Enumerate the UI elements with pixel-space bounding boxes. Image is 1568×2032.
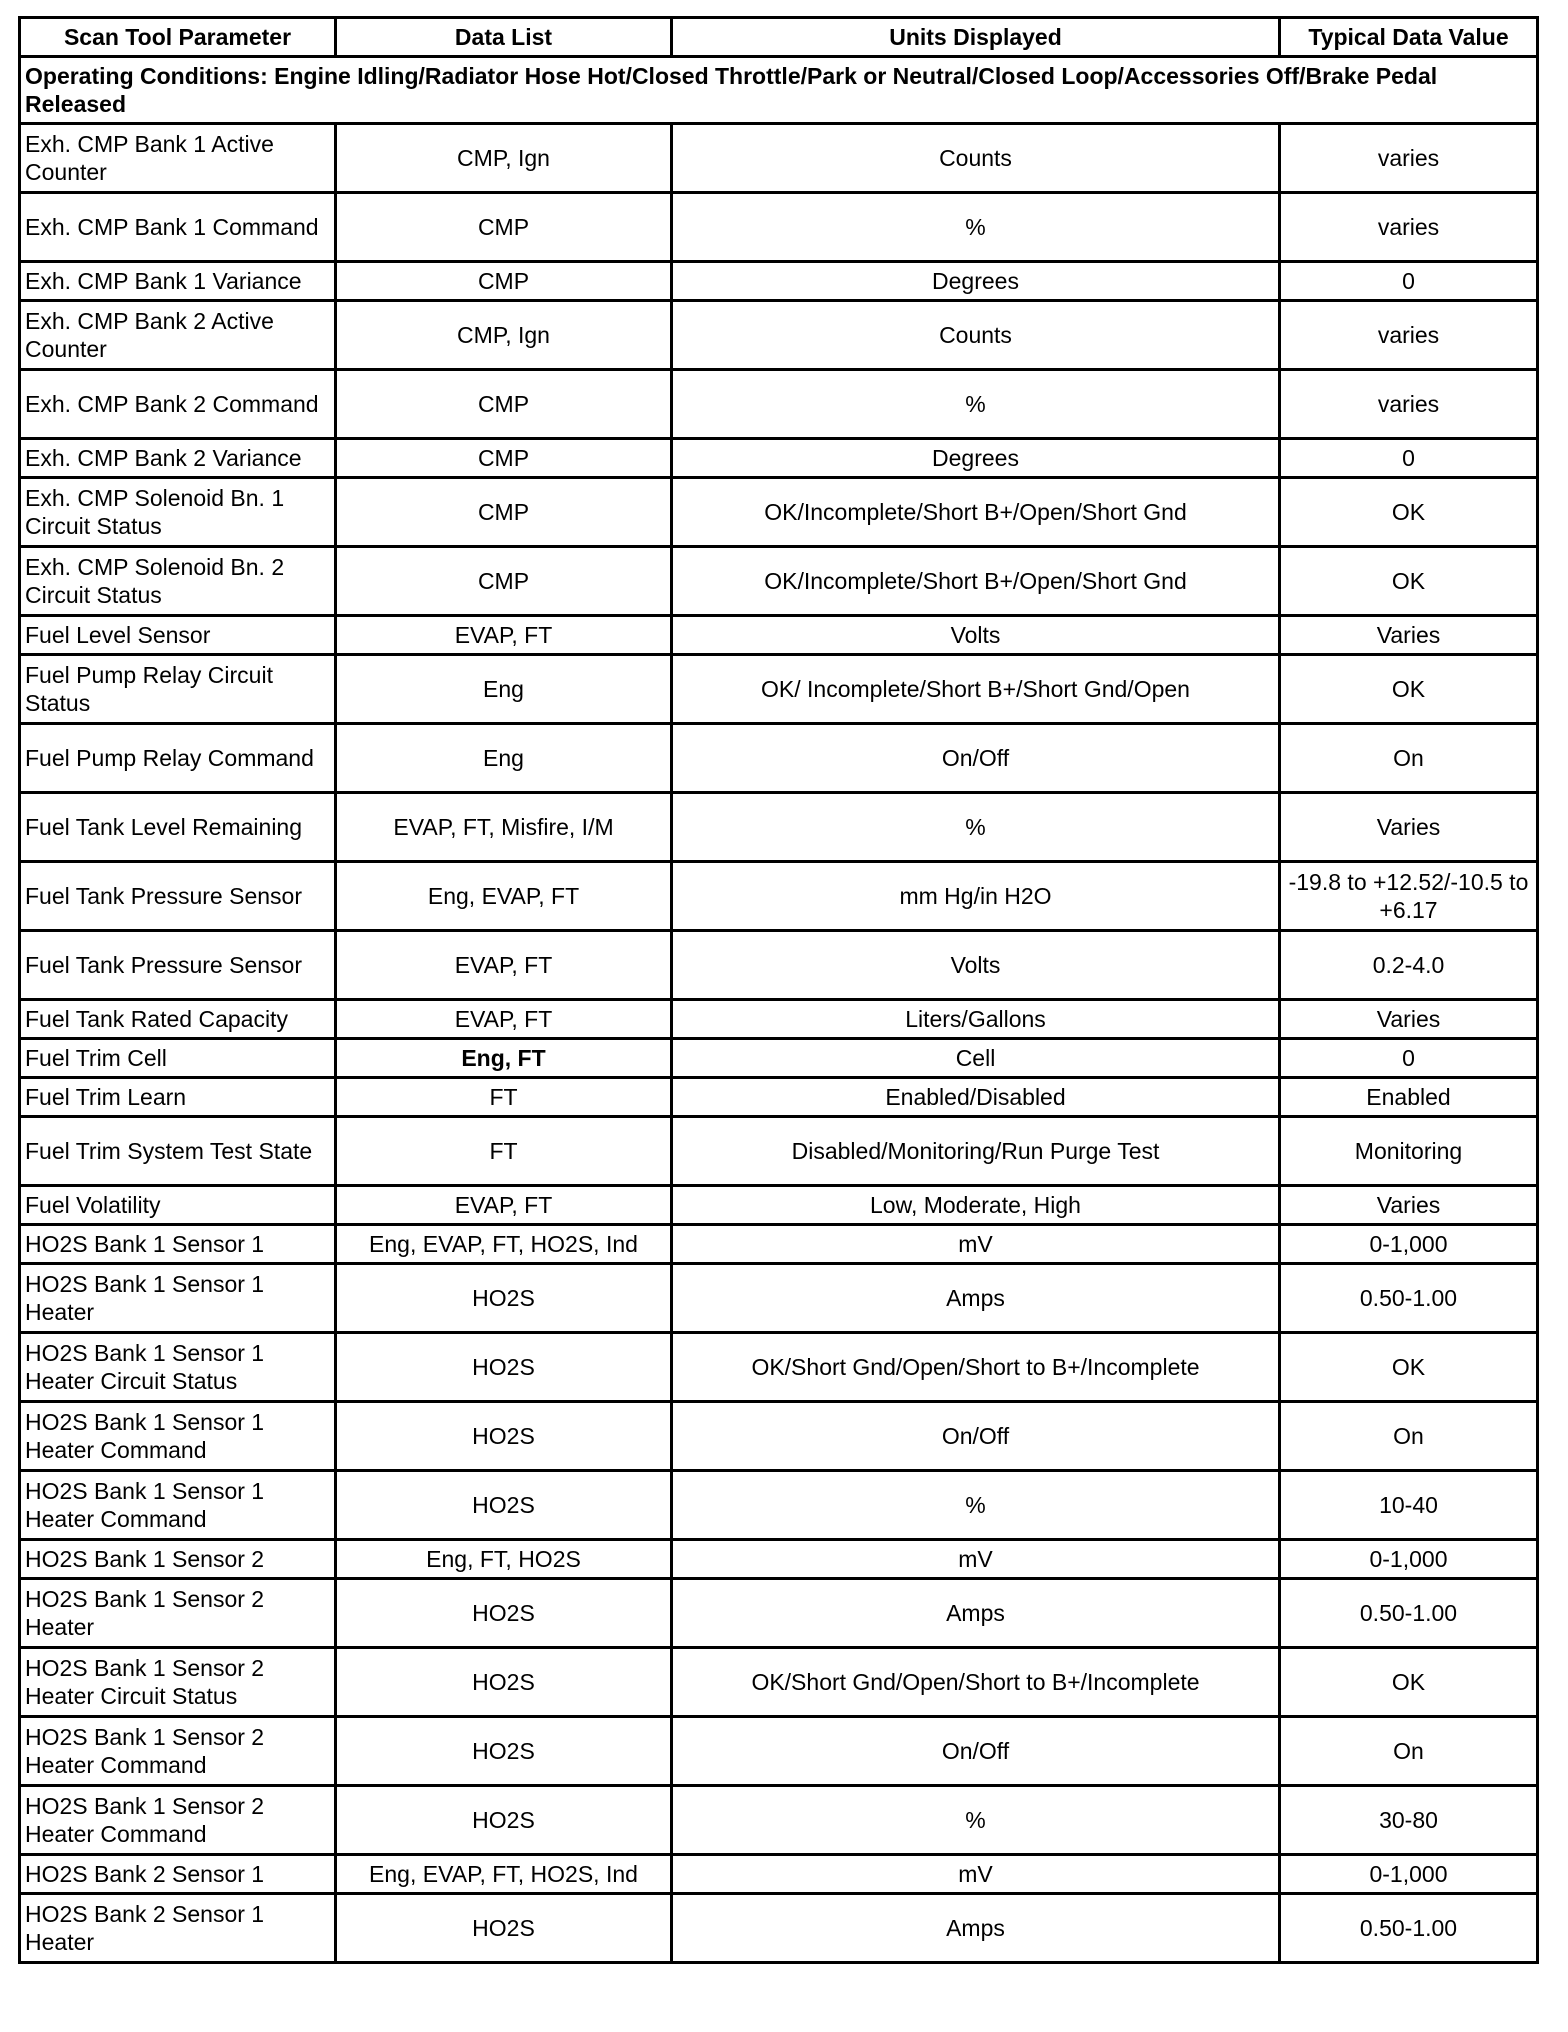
data-list-cell: Eng, EVAP, FT, HO2S, Ind — [336, 1855, 672, 1894]
param-cell: Exh. CMP Bank 1 Variance — [20, 262, 336, 301]
data-list-cell: CMP, Ign — [336, 124, 672, 193]
units-cell: Degrees — [672, 262, 1280, 301]
param-cell: Fuel Level Sensor — [20, 616, 336, 655]
table-row — [20, 124, 1538, 193]
param-cell: Exh. CMP Bank 2 Command — [20, 370, 336, 439]
value-cell: varies — [1280, 370, 1538, 439]
value-cell: On — [1280, 724, 1538, 793]
param-cell: HO2S Bank 1 Sensor 2 Heater Command — [20, 1717, 336, 1786]
value-cell: Varies — [1280, 1186, 1538, 1225]
value-cell: Varies — [1280, 1000, 1538, 1039]
units-cell: % — [672, 1471, 1280, 1540]
data-list-cell: HO2S — [336, 1333, 672, 1402]
table-row — [20, 724, 1538, 793]
table-row — [20, 1186, 1538, 1225]
units-cell: OK/Incomplete/Short B+/Open/Short Gnd — [672, 478, 1280, 547]
table-row — [20, 1786, 1538, 1855]
data-list-cell: HO2S — [336, 1264, 672, 1333]
table-row — [20, 370, 1538, 439]
table-row — [20, 655, 1538, 724]
data-list-cell: Eng, EVAP, FT — [336, 862, 672, 931]
units-cell: Liters/Gallons — [672, 1000, 1280, 1039]
table-row — [20, 1264, 1538, 1333]
value-cell: 0 — [1280, 262, 1538, 301]
units-cell: Disabled/Monitoring/Run Purge Test — [672, 1117, 1280, 1186]
value-cell: varies — [1280, 124, 1538, 193]
param-cell: Exh. CMP Bank 2 Active Counter — [20, 301, 336, 370]
table-row — [20, 862, 1538, 931]
units-cell: mV — [672, 1225, 1280, 1264]
param-cell: HO2S Bank 1 Sensor 2 Heater Circuit Status — [20, 1648, 336, 1717]
data-list-cell: CMP — [336, 193, 672, 262]
value-cell: Varies — [1280, 616, 1538, 655]
param-cell: Fuel Pump Relay Command — [20, 724, 336, 793]
param-cell: Fuel Tank Pressure Sensor — [20, 931, 336, 1000]
units-cell: Counts — [672, 301, 1280, 370]
operating-conditions: Operating Conditions: Engine Idling/Radiator Hose Hot/Closed Throttle/Park or Neutral/Closed Loop/Accessories Off/Brake Pedal Released — [20, 57, 1538, 124]
table-row — [20, 262, 1538, 301]
units-cell: Amps — [672, 1264, 1280, 1333]
table-row — [20, 1855, 1538, 1894]
param-cell: HO2S Bank 1 Sensor 2 Heater Command — [20, 1786, 336, 1855]
units-cell: % — [672, 793, 1280, 862]
data-list-cell: CMP, Ign — [336, 301, 672, 370]
table-row — [20, 193, 1538, 262]
table-row — [20, 1717, 1538, 1786]
table-row — [20, 1078, 1538, 1117]
data-list-cell: Eng, EVAP, FT, HO2S, Ind — [336, 1225, 672, 1264]
value-cell: 0.2-4.0 — [1280, 931, 1538, 1000]
scan-tool-data-sheet — [18, 16, 1536, 1964]
value-cell: 0-1,000 — [1280, 1855, 1538, 1894]
header-row — [20, 18, 1538, 57]
param-cell: HO2S Bank 2 Sensor 1 — [20, 1855, 336, 1894]
param-cell: HO2S Bank 2 Sensor 1 Heater — [20, 1894, 336, 1963]
value-cell: 30-80 — [1280, 1786, 1538, 1855]
table-row — [20, 1471, 1538, 1540]
data-list-cell: EVAP, FT — [336, 931, 672, 1000]
table-row — [20, 547, 1538, 616]
data-list-cell: Eng — [336, 655, 672, 724]
data-list-cell: HO2S — [336, 1579, 672, 1648]
table-row — [20, 1117, 1538, 1186]
value-cell: OK — [1280, 655, 1538, 724]
units-cell: On/Off — [672, 724, 1280, 793]
data-list-cell: FT — [336, 1078, 672, 1117]
table-row — [20, 1039, 1538, 1078]
param-cell: HO2S Bank 1 Sensor 1 Heater Circuit Status — [20, 1333, 336, 1402]
param-cell: HO2S Bank 1 Sensor 1 — [20, 1225, 336, 1264]
units-cell: mV — [672, 1540, 1280, 1579]
param-cell: Fuel Tank Level Remaining — [20, 793, 336, 862]
table-row — [20, 793, 1538, 862]
header-data-list: Data List — [336, 18, 672, 57]
value-cell: 10-40 — [1280, 1471, 1538, 1540]
value-cell: 0 — [1280, 1039, 1538, 1078]
units-cell: Volts — [672, 616, 1280, 655]
value-cell: Monitoring — [1280, 1117, 1538, 1186]
param-cell: HO2S Bank 1 Sensor 1 Heater Command — [20, 1471, 336, 1540]
data-list-cell: HO2S — [336, 1471, 672, 1540]
table-row — [20, 616, 1538, 655]
data-list-cell: EVAP, FT — [336, 1000, 672, 1039]
data-list-cell: CMP — [336, 262, 672, 301]
value-cell: 0.50-1.00 — [1280, 1264, 1538, 1333]
param-cell: Exh. CMP Solenoid Bn. 1 Circuit Status — [20, 478, 336, 547]
param-cell: Fuel Volatility — [20, 1186, 336, 1225]
param-cell: HO2S Bank 1 Sensor 2 — [20, 1540, 336, 1579]
table-row — [20, 931, 1538, 1000]
units-cell: mV — [672, 1855, 1280, 1894]
units-cell: OK/Short Gnd/Open/Short to B+/Incomplete — [672, 1333, 1280, 1402]
data-list-cell: Eng, FT — [336, 1039, 672, 1078]
value-cell: 0.50-1.00 — [1280, 1894, 1538, 1963]
value-cell: OK — [1280, 1648, 1538, 1717]
value-cell: 0 — [1280, 439, 1538, 478]
value-cell: varies — [1280, 301, 1538, 370]
value-cell: Varies — [1280, 793, 1538, 862]
param-cell: Exh. CMP Bank 1 Command — [20, 193, 336, 262]
table-body — [20, 57, 1538, 1963]
data-list-cell: CMP — [336, 547, 672, 616]
units-cell: Amps — [672, 1894, 1280, 1963]
data-list-cell: HO2S — [336, 1648, 672, 1717]
table-row — [20, 1540, 1538, 1579]
value-cell: On — [1280, 1402, 1538, 1471]
table-row — [20, 1402, 1538, 1471]
param-cell: Fuel Pump Relay Circuit Status — [20, 655, 336, 724]
table-row — [20, 1225, 1538, 1264]
value-cell: 0-1,000 — [1280, 1225, 1538, 1264]
data-list-cell: Eng — [336, 724, 672, 793]
units-cell: OK/Short Gnd/Open/Short to B+/Incomplete — [672, 1648, 1280, 1717]
data-list-cell: HO2S — [336, 1717, 672, 1786]
units-cell: Enabled/Disabled — [672, 1078, 1280, 1117]
table-row — [20, 1648, 1538, 1717]
operating-conditions-row — [20, 57, 1538, 124]
units-cell: Degrees — [672, 439, 1280, 478]
table-row — [20, 1894, 1538, 1963]
data-list-cell: Eng, FT, HO2S — [336, 1540, 672, 1579]
param-cell: HO2S Bank 1 Sensor 1 Heater Command — [20, 1402, 336, 1471]
value-cell: varies — [1280, 193, 1538, 262]
param-cell: HO2S Bank 1 Sensor 1 Heater — [20, 1264, 336, 1333]
units-cell: Low, Moderate, High — [672, 1186, 1280, 1225]
param-cell: Exh. CMP Bank 1 Active Counter — [20, 124, 336, 193]
data-list-cell: CMP — [336, 478, 672, 547]
value-cell: On — [1280, 1717, 1538, 1786]
units-cell: On/Off — [672, 1402, 1280, 1471]
data-list-cell: HO2S — [336, 1894, 672, 1963]
units-cell: % — [672, 1786, 1280, 1855]
value-cell: OK — [1280, 1333, 1538, 1402]
table-row — [20, 439, 1538, 478]
units-cell: OK/ Incomplete/Short B+/Short Gnd/Open — [672, 655, 1280, 724]
data-list-cell: CMP — [336, 439, 672, 478]
header-units-displayed: Units Displayed — [672, 18, 1280, 57]
data-list-cell: HO2S — [336, 1786, 672, 1855]
table-row — [20, 301, 1538, 370]
value-cell: -19.8 to +12.52/-10.5 to +6.17 — [1280, 862, 1538, 931]
param-cell: Fuel Trim Cell — [20, 1039, 336, 1078]
data-list-cell: FT — [336, 1117, 672, 1186]
header-typical-data-value: Typical Data Value — [1280, 18, 1538, 57]
units-cell: Cell — [672, 1039, 1280, 1078]
data-list-cell: EVAP, FT — [336, 1186, 672, 1225]
value-cell: Enabled — [1280, 1078, 1538, 1117]
data-list-cell: HO2S — [336, 1402, 672, 1471]
param-cell: Exh. CMP Solenoid Bn. 2 Circuit Status — [20, 547, 336, 616]
param-cell: Exh. CMP Bank 2 Variance — [20, 439, 336, 478]
param-cell: Fuel Tank Pressure Sensor — [20, 862, 336, 931]
value-cell: OK — [1280, 547, 1538, 616]
param-cell: HO2S Bank 1 Sensor 2 Heater — [20, 1579, 336, 1648]
units-cell: % — [672, 370, 1280, 439]
param-cell: Fuel Trim System Test State — [20, 1117, 336, 1186]
scan-tool-data-table — [18, 16, 1539, 1964]
units-cell: mm Hg/in H2O — [672, 862, 1280, 931]
data-list-cell: EVAP, FT — [336, 616, 672, 655]
units-cell: Amps — [672, 1579, 1280, 1648]
units-cell: On/Off — [672, 1717, 1280, 1786]
units-cell: % — [672, 193, 1280, 262]
param-cell: Fuel Tank Rated Capacity — [20, 1000, 336, 1039]
table-row — [20, 478, 1538, 547]
value-cell: 0-1,000 — [1280, 1540, 1538, 1579]
data-list-cell: CMP — [336, 370, 672, 439]
header-scan-tool-parameter: Scan Tool Parameter — [20, 18, 336, 57]
param-cell: Fuel Trim Learn — [20, 1078, 336, 1117]
units-cell: Counts — [672, 124, 1280, 193]
value-cell: OK — [1280, 478, 1538, 547]
value-cell: 0.50-1.00 — [1280, 1579, 1538, 1648]
units-cell: Volts — [672, 931, 1280, 1000]
table-row — [20, 1579, 1538, 1648]
data-list-cell: EVAP, FT, Misfire, I/M — [336, 793, 672, 862]
table-row — [20, 1333, 1538, 1402]
units-cell: OK/Incomplete/Short B+/Open/Short Gnd — [672, 547, 1280, 616]
table-row — [20, 1000, 1538, 1039]
